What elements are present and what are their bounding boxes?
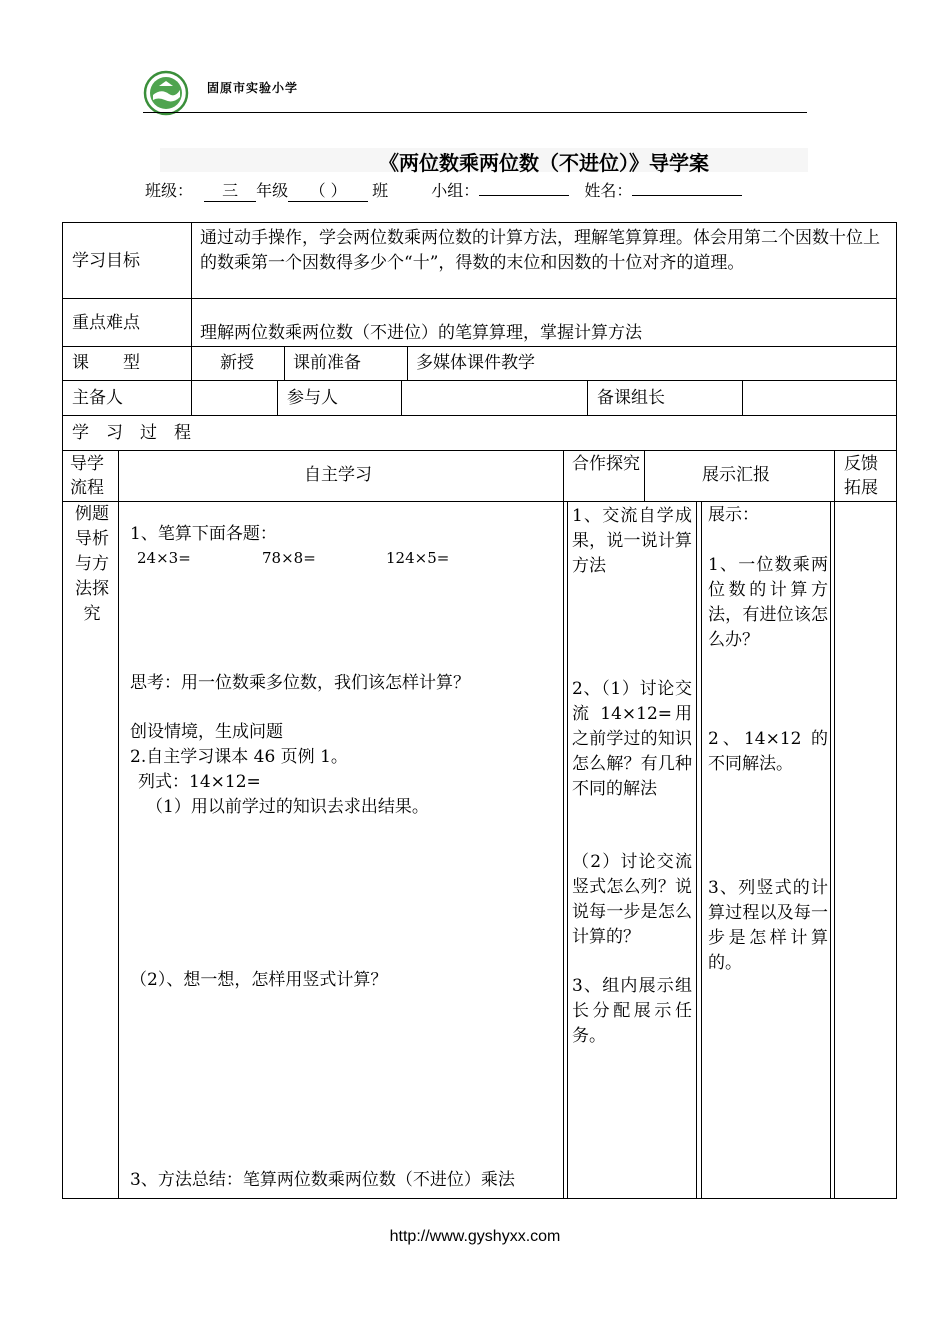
process-label: 学 习 过 程: [72, 423, 191, 443]
type-value: 新授: [220, 353, 254, 373]
grade-label: 年级: [256, 181, 289, 200]
row-label: 例题导析与方法探究: [75, 504, 109, 624]
show-3: 3、列竖式的计算过程以及每一步是怎样计算的。: [708, 878, 828, 973]
goal-text: 通过动手操作，学会两位数乘两位数的计算方法，理解笔算算理。体会用第二个因数十位上的数乘第一个因数得多少个“十”，得数的末位和因数的十位对齐的道理。: [200, 228, 880, 273]
host-label: 主备人: [72, 388, 123, 408]
show-1: 1、一位数乘两位数的计算方法，有进位该怎么办？: [708, 555, 828, 650]
school-name: 固原市实验小学: [207, 81, 299, 95]
col-feedback-header: 反馈拓展: [844, 454, 878, 498]
type-label: 课 型: [72, 353, 140, 373]
self-sub1: （1）用以前学过的知识去求出结果。: [146, 797, 429, 817]
show-0: 展示：: [708, 505, 759, 525]
key-label: 重点难点: [72, 313, 140, 333]
name-label: 姓名：: [584, 181, 633, 200]
self-scene: 创设情境，生成问题: [130, 722, 283, 742]
class-field[interactable]: （ ）: [288, 178, 368, 202]
self-formula: 列式：14×12=: [138, 772, 261, 792]
self-exercise-1: 24×3=: [137, 549, 191, 567]
col-self-header: 自主学习: [304, 465, 372, 485]
self-q3: 3、方法总结：笔算两位数乘两位数（不进位）乘法: [130, 1170, 515, 1190]
group-field[interactable]: [479, 195, 569, 196]
header-divider: [143, 112, 807, 113]
goal-label: 学习目标: [72, 251, 140, 271]
self-think: 思考：用一位数乘多位数，我们该怎样计算？: [130, 673, 470, 693]
self-exercise-2: 78×8=: [262, 549, 316, 567]
grade-field[interactable]: 三: [204, 178, 256, 202]
coop-1: 1、交流自学成果，说一说计算方法: [572, 506, 692, 576]
page-title: 《两位数乘两位数（不进位）》导学案: [379, 151, 709, 175]
class-label: 班级：: [145, 181, 194, 200]
self-sub2: （2）、想一想，怎样用竖式计算？: [130, 970, 388, 990]
key-text: 理解两位数乘两位数（不进位）的笔算算理，掌握计算方法: [200, 323, 642, 343]
participant-label: 参与人: [287, 388, 338, 408]
prep-label: 课前准备: [293, 353, 361, 373]
leader-label: 备课组长: [597, 388, 665, 408]
school-logo: [143, 70, 189, 116]
student-info-line: [145, 178, 742, 202]
col-coop-header: 合作探究: [572, 454, 640, 474]
prep-value: 多媒体课件教学: [416, 353, 535, 373]
col-flow-header: 导学流程: [70, 454, 104, 498]
col-show-header: 展示汇报: [702, 465, 770, 485]
self-q1: 1、笔算下面各题：: [130, 524, 277, 544]
class-suffix: 班: [372, 181, 389, 200]
name-field[interactable]: [632, 195, 742, 196]
self-q2: 2.自主学习课本 46 页例 1。: [130, 747, 348, 767]
group-label: 小组：: [431, 181, 480, 200]
coop-2: 2、（1）讨论交流 14×12=用之前学过的知识怎么解？有几种不同的解法: [572, 679, 692, 799]
self-exercise-3: 124×5=: [386, 549, 450, 567]
footer-url[interactable]: http://www.gyshyxx.com: [389, 1228, 561, 1245]
show-2: 2、14×12 的不同解法。: [708, 729, 828, 774]
coop-4: 3、组内展示组长分配展示任务。: [572, 976, 692, 1046]
coop-3: （2）讨论交流竖式怎么列？说说每一步是怎么计算的？: [572, 852, 692, 947]
